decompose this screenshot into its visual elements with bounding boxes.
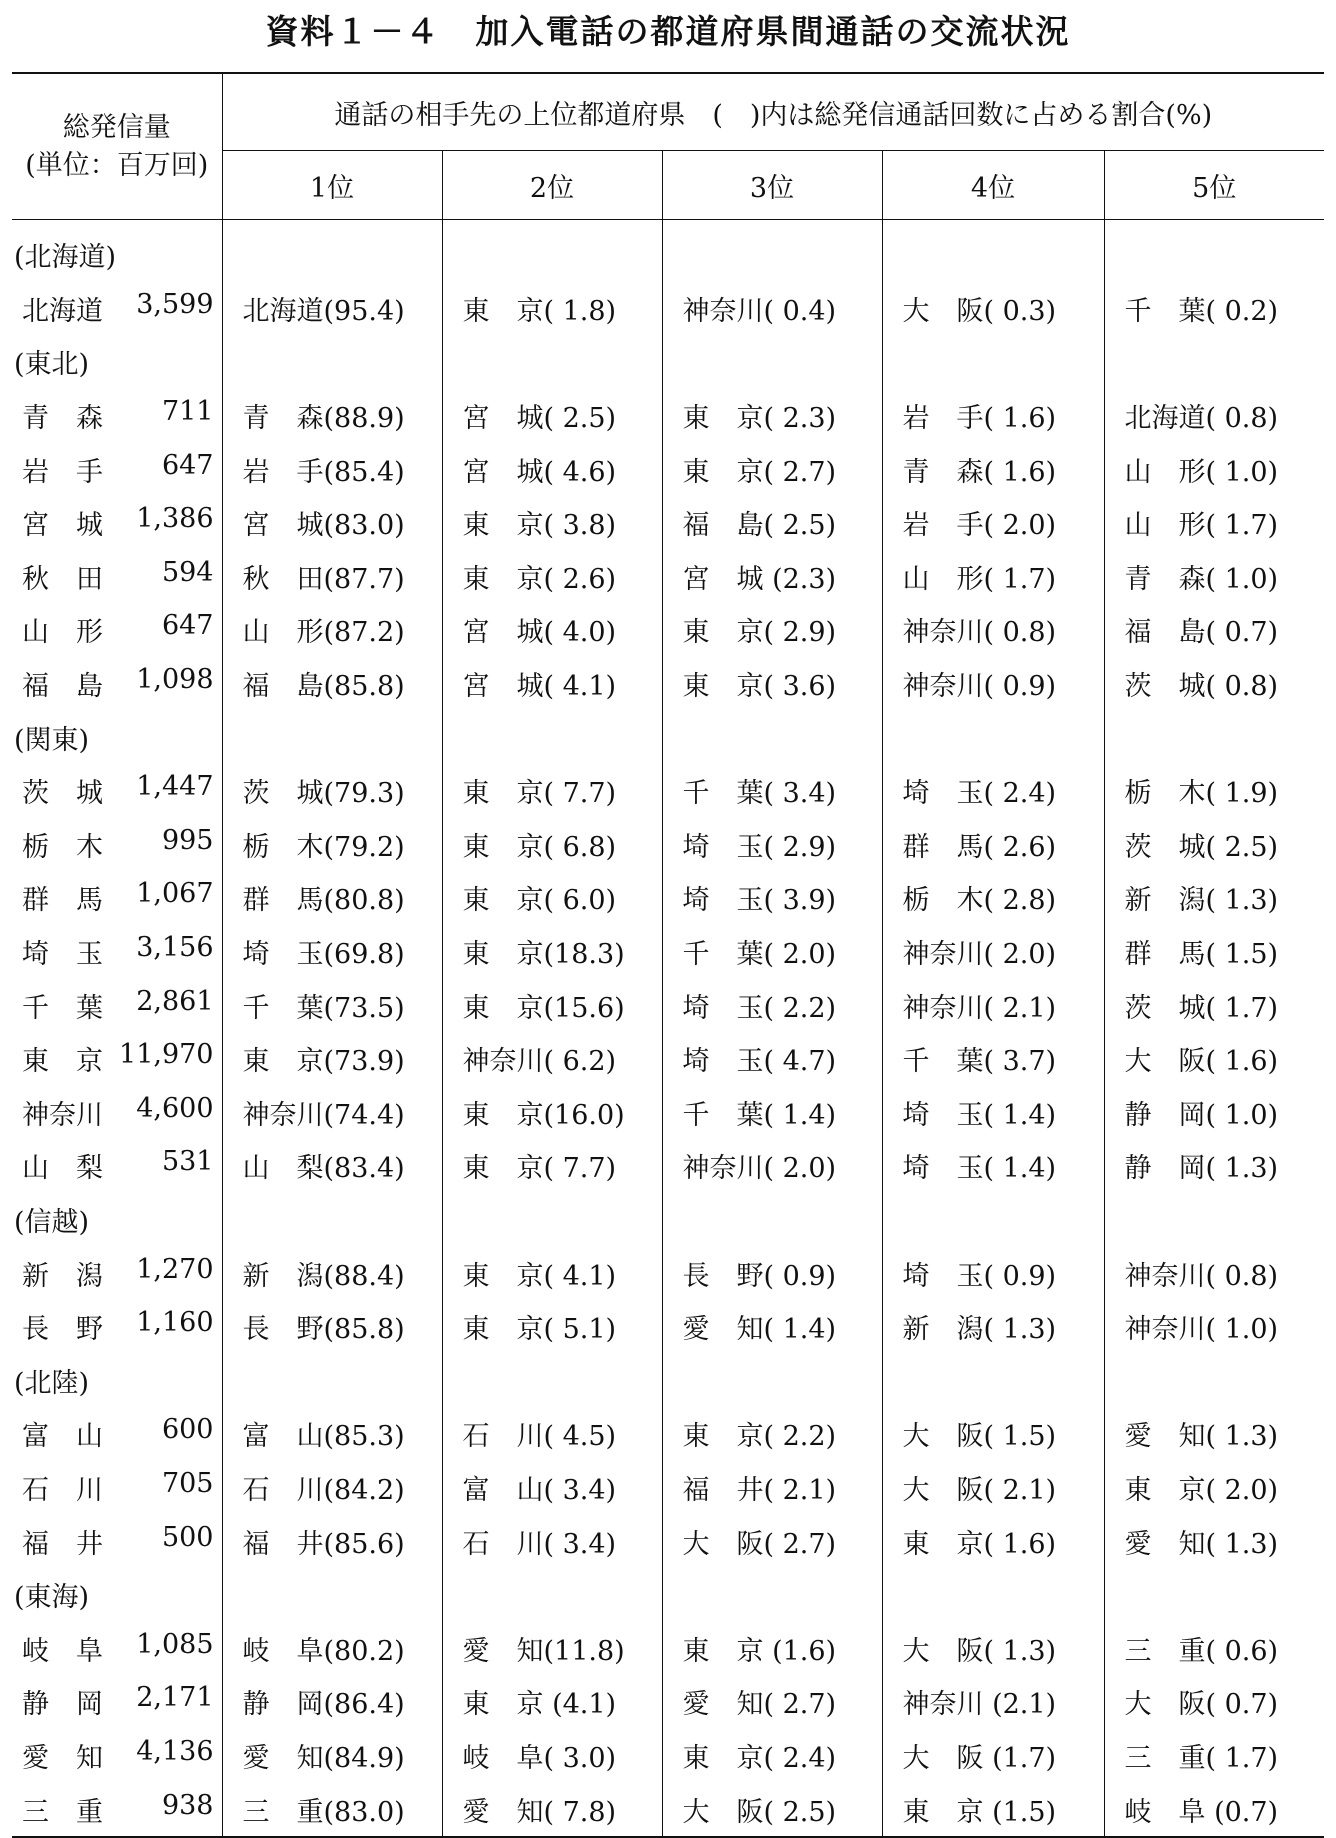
rank-5-cell: 静 岡( 1.3) [1104, 1139, 1324, 1193]
rank-3-cell: 東 京( 2.4) [662, 1729, 882, 1783]
prefecture-name: 神奈川 [22, 1099, 103, 1131]
rank-3-cell: 千 葉( 3.4) [662, 764, 882, 818]
prefecture-name: 東 京 [22, 1046, 103, 1078]
table-row [12, 603, 1324, 657]
origin-header [12, 73, 222, 220]
total-calls: 4,136 [136, 1735, 214, 1767]
rank-1-cell: 秋 田(87.7) [222, 550, 442, 604]
rank-5-cell: 岐 阜 (0.7) [1104, 1782, 1324, 1837]
rank-1-cell: 石 川(84.2) [222, 1461, 442, 1515]
rank-5-cell: 静 岡( 1.0) [1104, 1086, 1324, 1140]
call-exchange-table [12, 72, 1324, 1838]
rank-4-cell: 埼 玉( 2.4) [882, 764, 1104, 818]
region-row [12, 228, 1324, 282]
total-calls: 500 [161, 1521, 214, 1553]
origin-cell [12, 871, 222, 925]
prefecture-name: 北海道 [22, 295, 103, 327]
rank-5-cell: 三 重( 1.7) [1104, 1729, 1324, 1783]
rank-2-cell: 東 京(18.3) [442, 925, 662, 979]
total-calls: 600 [161, 1414, 214, 1446]
rank-1-cell: 千 葉(73.5) [222, 978, 442, 1032]
total-calls: 594 [161, 556, 214, 588]
rank-3-cell: 神奈川( 0.4) [662, 282, 882, 336]
table-body [12, 220, 1324, 1837]
origin-cell [12, 442, 222, 496]
rank-3-cell: 東 京( 2.7) [662, 442, 882, 496]
total-calls: 647 [161, 610, 214, 642]
prefecture-name: 千 葉 [22, 992, 103, 1024]
rank-3-cell: 長 野( 0.9) [662, 1246, 882, 1300]
region-row [12, 1353, 1324, 1407]
table-row [12, 282, 1324, 336]
rank-3-cell: 宮 城 (2.3) [662, 550, 882, 604]
rank-4-cell: 大 阪( 1.3) [882, 1621, 1104, 1675]
rank-5-cell: 千 葉( 0.2) [1104, 282, 1324, 336]
origin-cell [12, 282, 222, 336]
table-row [12, 1782, 1324, 1837]
origin-cell [12, 1139, 222, 1193]
total-calls: 3,156 [136, 932, 214, 964]
table-row [12, 1675, 1324, 1729]
total-calls: 11,970 [119, 1039, 214, 1071]
rank-1-cell: 福 井(85.6) [222, 1514, 442, 1568]
table-row [12, 1514, 1324, 1568]
prefecture-name: 茨 城 [22, 778, 103, 810]
region-label: (信越) [12, 1193, 222, 1247]
origin-cell [12, 1407, 222, 1461]
rank-5-cell: 茨 城( 1.7) [1104, 978, 1324, 1032]
rank-2-cell: 東 京( 6.8) [442, 818, 662, 872]
rank-1-cell: 青 森(88.9) [222, 389, 442, 443]
rank-1-cell: 岐 阜(80.2) [222, 1621, 442, 1675]
origin-cell [12, 603, 222, 657]
rank-2-cell: 宮 城( 4.0) [442, 603, 662, 657]
rank-2-cell: 東 京(15.6) [442, 978, 662, 1032]
table-row [12, 496, 1324, 550]
rank-2-cell: 石 川( 4.5) [442, 1407, 662, 1461]
rank-3-cell: 埼 玉( 2.9) [662, 818, 882, 872]
rank-2-cell: 愛 知( 7.8) [442, 1782, 662, 1837]
rank-2-cell: 東 京( 1.8) [442, 282, 662, 336]
rank-3-cell: 神奈川( 2.0) [662, 1139, 882, 1193]
region-label: (東北) [12, 335, 222, 389]
table-row [12, 1729, 1324, 1783]
page-title: 資料１－４ 加入電話の都道府県間通話の交流状況 [265, 12, 1071, 51]
origin-header-line2: (単位：百万回) [25, 149, 209, 181]
rank-4-cell: 埼 玉( 0.9) [882, 1246, 1104, 1300]
rank-2-cell: 神奈川( 6.2) [442, 1032, 662, 1086]
prefecture-name: 石 川 [22, 1474, 103, 1506]
rank-3-cell: 愛 知( 1.4) [662, 1300, 882, 1354]
rank-2-header: 2位 [442, 151, 662, 220]
table-row [12, 657, 1324, 711]
rank-4-cell: 大 阪( 2.1) [882, 1461, 1104, 1515]
origin-cell [12, 550, 222, 604]
rank-5-cell: 群 馬( 1.5) [1104, 925, 1324, 979]
total-calls: 531 [161, 1146, 214, 1178]
rank-2-cell: 東 京( 7.7) [442, 1139, 662, 1193]
origin-cell [12, 1675, 222, 1729]
rank-5-cell: 神奈川( 1.0) [1104, 1300, 1324, 1354]
total-calls: 1,160 [136, 1307, 214, 1339]
origin-cell [12, 1514, 222, 1568]
rank-4-cell: 神奈川( 0.8) [882, 603, 1104, 657]
region-row [12, 1568, 1324, 1622]
origin-cell [12, 1729, 222, 1783]
origin-cell [12, 764, 222, 818]
prefecture-name: 岩 手 [22, 456, 103, 488]
table-row [12, 550, 1324, 604]
origin-cell [12, 1782, 222, 1837]
rank-5-cell: 茨 城( 0.8) [1104, 657, 1324, 711]
rank-4-cell: 岩 手( 1.6) [882, 389, 1104, 443]
rank-5-cell: 愛 知( 1.3) [1104, 1514, 1324, 1568]
rank-2-cell: 宮 城( 4.1) [442, 657, 662, 711]
rank-2-cell: 宮 城( 2.5) [442, 389, 662, 443]
region-row [12, 335, 1324, 389]
prefecture-name: 富 山 [22, 1421, 103, 1453]
rank-4-cell: 群 馬( 2.6) [882, 818, 1104, 872]
rank-3-cell: 大 阪( 2.5) [662, 1782, 882, 1837]
rank-1-cell: 山 梨(83.4) [222, 1139, 442, 1193]
table-row [12, 764, 1324, 818]
table-row [12, 925, 1324, 979]
rank-3-header: 3位 [662, 151, 882, 220]
rank-1-cell: 埼 玉(69.8) [222, 925, 442, 979]
total-calls: 3,599 [136, 288, 214, 320]
rank-1-cell: 北海道(95.4) [222, 282, 442, 336]
rank-2-cell: 東 京( 4.1) [442, 1246, 662, 1300]
total-calls: 938 [161, 1789, 214, 1821]
rank-1-cell: 富 山(85.3) [222, 1407, 442, 1461]
rank-1-header: 1位 [222, 151, 442, 220]
rank-4-cell: 神奈川( 2.0) [882, 925, 1104, 979]
total-calls: 711 [161, 396, 214, 428]
rank-5-header: 5位 [1104, 151, 1324, 220]
rank-1-cell: 静 岡(86.4) [222, 1675, 442, 1729]
region-label: (北陸) [12, 1353, 222, 1407]
total-calls: 705 [161, 1467, 214, 1499]
table-row [12, 1246, 1324, 1300]
rank-4-cell: 新 潟( 1.3) [882, 1300, 1104, 1354]
prefecture-name: 青 森 [22, 403, 103, 435]
prefecture-name: 福 井 [22, 1528, 103, 1560]
rank-4-cell: 大 阪( 1.5) [882, 1407, 1104, 1461]
rank-2-cell: 東 京(16.0) [442, 1086, 662, 1140]
table-row [12, 978, 1324, 1032]
region-label: (関東) [12, 710, 222, 764]
rank-5-cell: 東 京( 2.0) [1104, 1461, 1324, 1515]
rank-2-cell: 東 京( 6.0) [442, 871, 662, 925]
table-row [12, 442, 1324, 496]
rank-3-cell: 東 京( 2.9) [662, 603, 882, 657]
prefecture-name: 愛 知 [22, 1742, 103, 1774]
prefecture-name: 山 形 [22, 617, 103, 649]
origin-cell [12, 978, 222, 1032]
rank-4-cell: 大 阪 (1.7) [882, 1729, 1104, 1783]
origin-cell [12, 925, 222, 979]
origin-cell [12, 1246, 222, 1300]
rank-3-cell: 千 葉( 1.4) [662, 1086, 882, 1140]
total-calls: 4,600 [136, 1092, 214, 1124]
rank-4-cell: 東 京 (1.5) [882, 1782, 1104, 1837]
prefecture-name: 福 島 [22, 671, 103, 703]
total-calls: 2,171 [136, 1682, 214, 1714]
total-calls: 2,861 [136, 985, 214, 1017]
table-row [12, 1621, 1324, 1675]
rank-4-cell: 東 京( 1.6) [882, 1514, 1104, 1568]
rank-5-cell: 山 形( 1.0) [1104, 442, 1324, 496]
origin-header-line1: 総発信量 [62, 111, 171, 143]
rank-5-cell: 栃 木( 1.9) [1104, 764, 1324, 818]
rank-1-cell: 新 潟(88.4) [222, 1246, 442, 1300]
rank-1-cell: 東 京(73.9) [222, 1032, 442, 1086]
rank-2-cell: 東 京( 2.6) [442, 550, 662, 604]
rank-3-cell: 埼 玉( 2.2) [662, 978, 882, 1032]
rank-3-cell: 埼 玉( 3.9) [662, 871, 882, 925]
rank-4-cell: 山 形( 1.7) [882, 550, 1104, 604]
prefecture-name: 宮 城 [22, 510, 103, 542]
origin-cell [12, 1300, 222, 1354]
rank-2-cell: 愛 知(11.8) [442, 1621, 662, 1675]
rank-2-cell: 東 京 (4.1) [442, 1675, 662, 1729]
rank-4-cell: 栃 木( 2.8) [882, 871, 1104, 925]
rank-2-cell: 東 京( 3.8) [442, 496, 662, 550]
region-row [12, 1193, 1324, 1247]
rank-4-cell: 神奈川( 0.9) [882, 657, 1104, 711]
table-row [12, 389, 1324, 443]
rank-1-cell: 栃 木(79.2) [222, 818, 442, 872]
prefecture-name: 長 野 [22, 1314, 103, 1346]
table-row [12, 1300, 1324, 1354]
rank-5-cell: 愛 知( 1.3) [1104, 1407, 1324, 1461]
origin-cell [12, 1461, 222, 1515]
rank-4-header: 4位 [882, 151, 1104, 220]
rank-4-cell: 千 葉( 3.7) [882, 1032, 1104, 1086]
region-label: (北海道) [12, 228, 222, 282]
rank-4-cell: 埼 玉( 1.4) [882, 1139, 1104, 1193]
rank-5-cell: 青 森( 1.0) [1104, 550, 1324, 604]
rank-2-cell: 石 川( 3.4) [442, 1514, 662, 1568]
table-row [12, 871, 1324, 925]
rank-5-cell: 北海道( 0.8) [1104, 389, 1324, 443]
destination-header: 通話の相手先の上位都道府県 ( )内は総発信通話回数に占める割合(%) [222, 73, 1324, 151]
rank-3-cell: 東 京 (1.6) [662, 1621, 882, 1675]
table-spacer [12, 220, 1324, 229]
rank-2-cell: 富 山( 3.4) [442, 1461, 662, 1515]
total-calls: 1,270 [136, 1253, 214, 1285]
region-row [12, 710, 1324, 764]
rank-1-cell: 福 島(85.8) [222, 657, 442, 711]
rank-3-cell: 東 京( 2.3) [662, 389, 882, 443]
total-calls: 1,386 [136, 503, 214, 535]
rank-3-cell: 福 島( 2.5) [662, 496, 882, 550]
origin-cell [12, 657, 222, 711]
prefecture-name: 山 梨 [22, 1153, 103, 1185]
rank-5-cell: 大 阪( 0.7) [1104, 1675, 1324, 1729]
rank-1-cell: 宮 城(83.0) [222, 496, 442, 550]
rank-1-cell: 神奈川(74.4) [222, 1086, 442, 1140]
rank-5-cell: 福 島( 0.7) [1104, 603, 1324, 657]
origin-cell [12, 818, 222, 872]
rank-1-cell: 岩 手(85.4) [222, 442, 442, 496]
prefecture-name: 群 馬 [22, 885, 103, 917]
prefecture-name: 静 岡 [22, 1689, 103, 1721]
table-row [12, 1086, 1324, 1140]
rank-2-cell: 岐 阜( 3.0) [442, 1729, 662, 1783]
rank-4-cell: 埼 玉( 1.4) [882, 1086, 1104, 1140]
origin-cell [12, 389, 222, 443]
total-calls: 1,085 [136, 1628, 214, 1660]
rank-4-cell: 神奈川( 2.1) [882, 978, 1104, 1032]
region-label: (東海) [12, 1568, 222, 1622]
prefecture-name: 新 潟 [22, 1260, 103, 1292]
rank-3-cell: 大 阪( 2.7) [662, 1514, 882, 1568]
rank-4-cell: 岩 手( 2.0) [882, 496, 1104, 550]
table-row [12, 818, 1324, 872]
rank-4-cell: 青 森( 1.6) [882, 442, 1104, 496]
rank-2-cell: 東 京( 5.1) [442, 1300, 662, 1354]
origin-cell [12, 1086, 222, 1140]
rank-5-cell: 三 重( 0.6) [1104, 1621, 1324, 1675]
rank-1-cell: 三 重(83.0) [222, 1782, 442, 1837]
rank-4-cell: 大 阪( 0.3) [882, 282, 1104, 336]
table-row [12, 1407, 1324, 1461]
table-row [12, 1139, 1324, 1193]
table-row [12, 1461, 1324, 1515]
rank-3-cell: 東 京( 3.6) [662, 657, 882, 711]
prefecture-name: 秋 田 [22, 563, 103, 595]
prefecture-name: 岐 阜 [22, 1635, 103, 1667]
prefecture-name: 三 重 [22, 1796, 103, 1828]
rank-1-cell: 長 野(85.8) [222, 1300, 442, 1354]
rank-3-cell: 埼 玉( 4.7) [662, 1032, 882, 1086]
rank-3-cell: 福 井( 2.1) [662, 1461, 882, 1515]
rank-1-cell: 群 馬(80.8) [222, 871, 442, 925]
rank-5-cell: 大 阪( 1.6) [1104, 1032, 1324, 1086]
rank-5-cell: 茨 城( 2.5) [1104, 818, 1324, 872]
prefecture-name: 埼 玉 [22, 939, 103, 971]
rank-1-cell: 愛 知(84.9) [222, 1729, 442, 1783]
rank-1-cell: 山 形(87.2) [222, 603, 442, 657]
rank-5-cell: 神奈川( 0.8) [1104, 1246, 1324, 1300]
rank-2-cell: 東 京( 7.7) [442, 764, 662, 818]
table-row [12, 1032, 1324, 1086]
rank-4-cell: 神奈川 (2.1) [882, 1675, 1104, 1729]
rank-5-cell: 新 潟( 1.3) [1104, 871, 1324, 925]
total-calls: 1,447 [136, 771, 214, 803]
total-calls: 647 [161, 449, 214, 481]
total-calls: 995 [161, 824, 214, 856]
rank-3-cell: 千 葉( 2.0) [662, 925, 882, 979]
origin-cell [12, 1621, 222, 1675]
origin-cell [12, 1032, 222, 1086]
rank-3-cell: 東 京( 2.2) [662, 1407, 882, 1461]
rank-2-cell: 宮 城( 4.6) [442, 442, 662, 496]
prefecture-name: 栃 木 [22, 831, 103, 863]
rank-1-cell: 茨 城(79.3) [222, 764, 442, 818]
total-calls: 1,067 [136, 878, 214, 910]
total-calls: 1,098 [136, 664, 214, 696]
rank-5-cell: 山 形( 1.7) [1104, 496, 1324, 550]
rank-3-cell: 愛 知( 2.7) [662, 1675, 882, 1729]
origin-cell [12, 496, 222, 550]
